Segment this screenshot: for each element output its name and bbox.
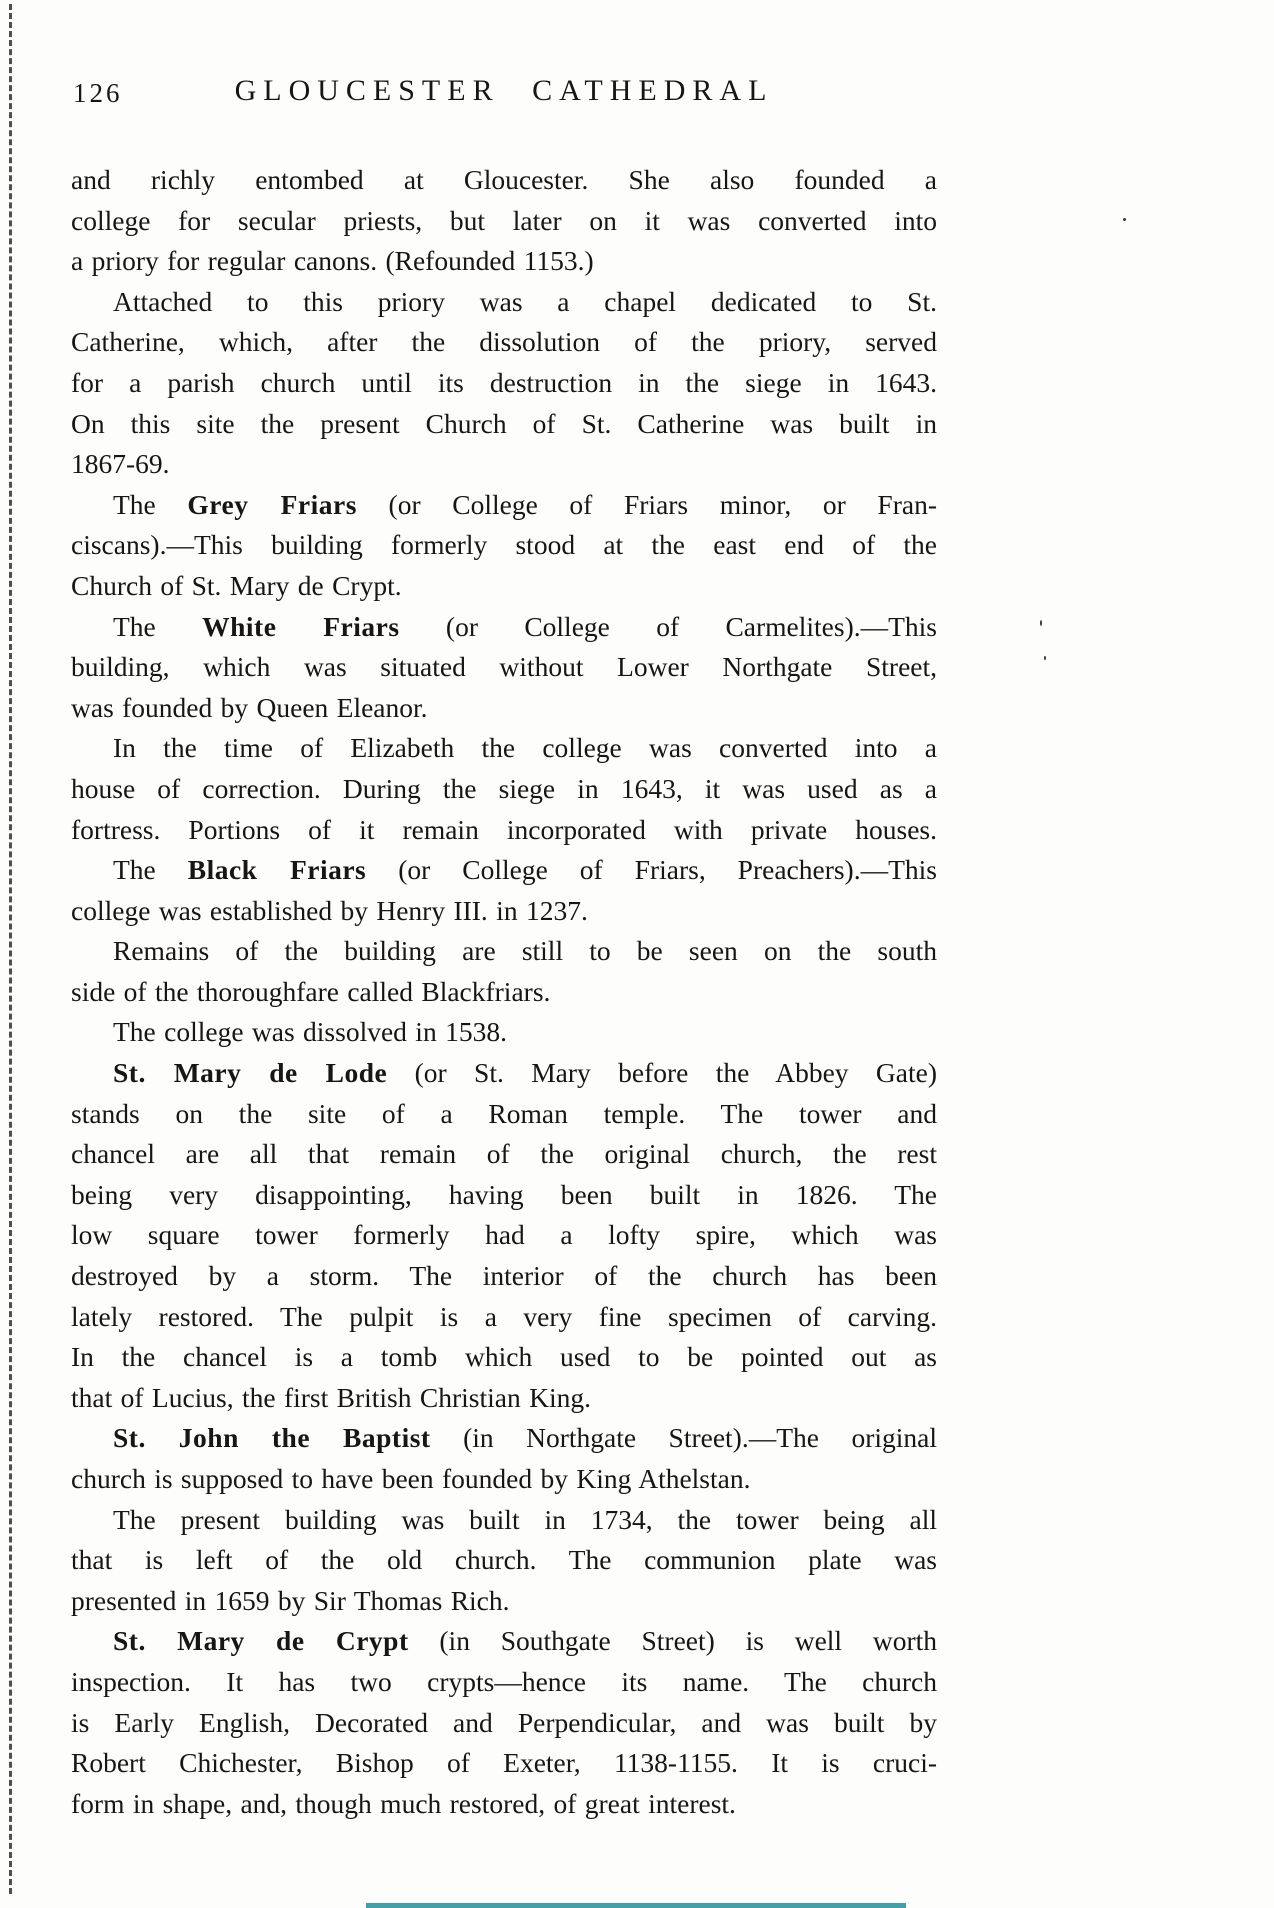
left-margin-scan-artifact	[9, 4, 12, 1894]
scan-speck	[1044, 656, 1046, 660]
text-line	[71, 1418, 937, 1459]
text-line: Robert Chichester, Bishop of Exeter, 1138-1155. It is cruci-	[71, 1747, 937, 1779]
text-line: being very disappointing, having been built in 1826. The	[71, 1178, 937, 1210]
text-run: (or St. Mary before the Abbey Gate)	[387, 1057, 937, 1089]
scan-speck	[1040, 620, 1042, 626]
text-line: is Early English, Decorated and Perpendicular, and was built by	[71, 1706, 937, 1738]
text-line: destroyed by a storm. The interior of the church has been	[71, 1260, 937, 1292]
heading-grey-friars: Grey Friars	[187, 488, 357, 520]
text-line: lately restored. The pulpit is a very fine specimen of carving.	[71, 1300, 937, 1332]
text-run: (in Southgate Street) is well worth	[408, 1625, 937, 1657]
bottom-scan-edge-bar	[366, 1903, 906, 1908]
text-line: college was established by Henry III. in 1237.	[71, 894, 588, 926]
heading-st-john-the-baptist: St. John the Baptist	[113, 1422, 431, 1454]
heading-st-mary-de-lode: St. Mary de Lode	[113, 1057, 388, 1089]
text-line: building, which was situated without Lower Northgate Street,	[71, 651, 937, 683]
text-line: ciscans).—This building formerly stood at the east end of the	[71, 529, 937, 561]
text-line	[71, 485, 937, 526]
text-run: The	[113, 488, 188, 520]
heading-white-friars: White Friars	[202, 610, 400, 642]
text-run: (in Northgate Street).—The original	[430, 1422, 937, 1454]
text-line: that of Lucius, the first British Christian King.	[71, 1381, 591, 1413]
heading-st-mary-de-crypt: St. Mary de Crypt	[113, 1625, 409, 1657]
text-line	[71, 1053, 937, 1094]
text-line: Church of St. Mary de Crypt.	[71, 569, 402, 601]
text-line: 1867-69.	[71, 448, 170, 480]
heading-black-friars: Black Friars	[187, 854, 367, 886]
text-column	[71, 74, 937, 1824]
text-line: college for secular priests, but later on it was converted into	[71, 204, 937, 236]
text-line: In the time of Elizabeth the college was converted into a	[113, 732, 937, 764]
running-header	[71, 74, 937, 114]
text-line: presented in 1659 by Sir Thomas Rich.	[71, 1584, 510, 1616]
text-line: for a parish church until its destruction in the siege in 1643.	[71, 366, 937, 398]
running-header-title: GLOUCESTER CATHEDRAL	[234, 74, 774, 107]
text-line: church is supposed to have been founded by King Athelstan.	[71, 1463, 751, 1494]
text-run: The	[113, 854, 188, 886]
text-line: inspection. It has two crypts—hence its name. The church	[71, 1665, 937, 1697]
text-line: low square tower formerly had a lofty spire, which was	[71, 1219, 937, 1251]
text-line: that is left of the old church. The communion plate was	[71, 1544, 937, 1576]
text-line: stands on the site of a Roman temple. The tower and	[71, 1097, 937, 1129]
text-line: form in shape, and, though much restored, of great interest.	[71, 1787, 736, 1819]
text-line	[71, 1621, 937, 1662]
text-line: Catherine, which, after the dissolution of the priory, served	[71, 326, 937, 358]
text-line: side of the thoroughfare called Blackfriars.	[71, 975, 551, 1007]
text-line: The present building was built in 1734, the tower being all	[113, 1503, 937, 1535]
text-line: a priory for regular canons. (Refounded 1153.)	[71, 245, 594, 277]
text-run: (or College of Carmelites).—This	[399, 610, 937, 642]
text-line: fortress. Portions of it remain incorporated with private houses.	[71, 813, 937, 845]
text-line: was founded by Queen Eleanor.	[71, 691, 428, 723]
text-line: Remains of the building are still to be seen on the south	[113, 935, 937, 967]
text-line: The college was dissolved in 1538.	[113, 1016, 507, 1048]
page-number: 126	[73, 78, 123, 108]
text-run: (or College of Friars minor, or Fran-	[356, 488, 937, 520]
text-line: In the chancel is a tomb which used to be pointed out as	[71, 1341, 937, 1373]
body-text	[71, 160, 937, 1824]
text-line	[71, 850, 937, 891]
text-line: Attached to this priory was a chapel dedicated to St.	[113, 285, 937, 317]
text-run: (or College of Friars, Preachers).—This	[366, 854, 937, 886]
scan-speck	[1123, 218, 1126, 221]
text-line: On this site the present Church of St. Catherine was built in	[71, 407, 937, 439]
text-line: chancel are all that remain of the original church, the rest	[71, 1138, 937, 1170]
text-run: The	[113, 610, 203, 642]
text-line: house of correction. During the siege in 1643, it was used as a	[71, 772, 937, 804]
text-line	[71, 607, 937, 648]
text-line: and richly entombed at Gloucester. She also founded a	[71, 164, 937, 195]
